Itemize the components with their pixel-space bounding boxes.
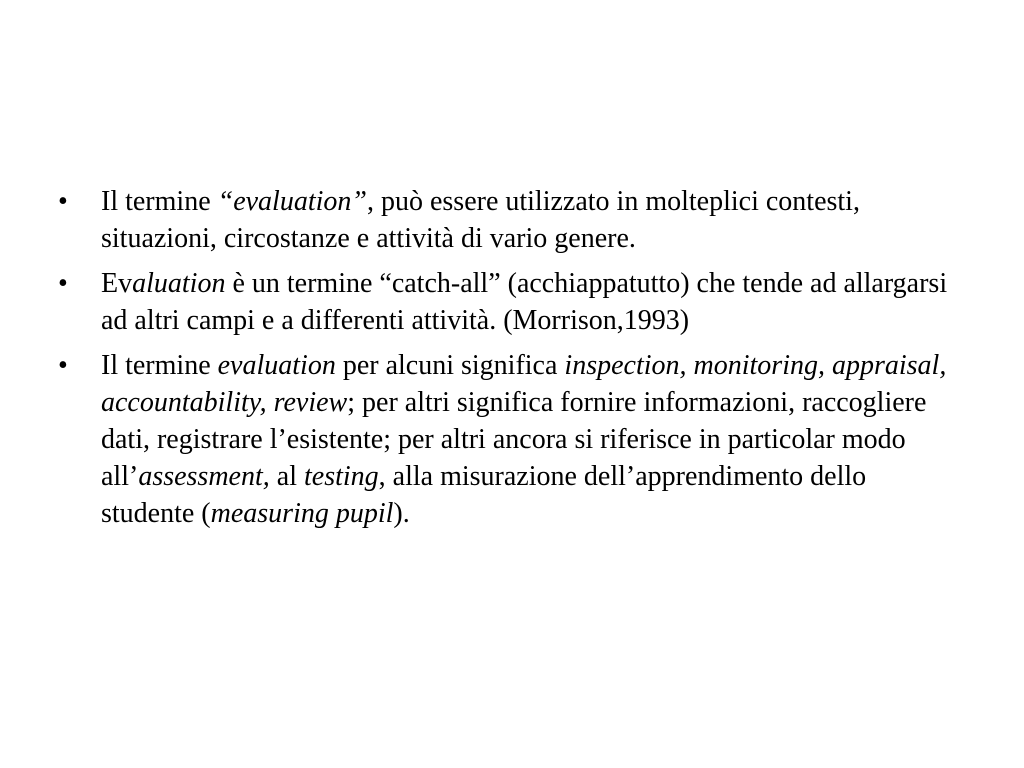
bullet-item — [58, 265, 963, 339]
bullet-item — [58, 183, 963, 257]
italic-text-segment: inspection, monitoring, appraisal, accountability, review — [101, 350, 947, 418]
text-segment: ; per altri significa fornire informazioni, raccogliere dati, registrare l’esistente; per altri ancora si riferisce in particolar modo all’ — [101, 387, 927, 492]
text-segment: Il termine — [101, 186, 218, 217]
italic-text-segment: evaluation — [217, 350, 336, 381]
bullet-dot-icon: • — [58, 268, 68, 299]
bullet-dot-icon: • — [58, 186, 68, 217]
italic-text-segment: “evaluation” — [217, 186, 367, 217]
text-segment: ). — [393, 498, 410, 529]
text-segment: per alcuni significa — [335, 350, 565, 381]
italic-text-segment: measuring pupil — [210, 498, 394, 529]
italic-text-segment: assessment, — [138, 461, 270, 492]
text-segment: Il termine — [101, 350, 218, 381]
italic-text-segment: aluation — [132, 268, 226, 299]
bullet-item — [58, 347, 963, 532]
italic-text-segment: testing — [303, 461, 379, 492]
text-segment: , alla misurazione dell’apprendimento dello studente ( — [101, 461, 867, 529]
bullet-list — [58, 183, 963, 540]
text-segment: al — [269, 461, 304, 492]
text-segment: Ev — [101, 268, 133, 299]
bullet-dot-icon: • — [58, 350, 68, 381]
text-segment: , può essere utilizzato in molteplici contesti, situazioni, circostanze e attività di vario genere. — [101, 186, 860, 254]
text-segment: è un termine “catch-all” (acchiappatutto) che tende ad allargarsi ad altri campi e a differenti attività. (Morrison,1993) — [101, 268, 948, 336]
